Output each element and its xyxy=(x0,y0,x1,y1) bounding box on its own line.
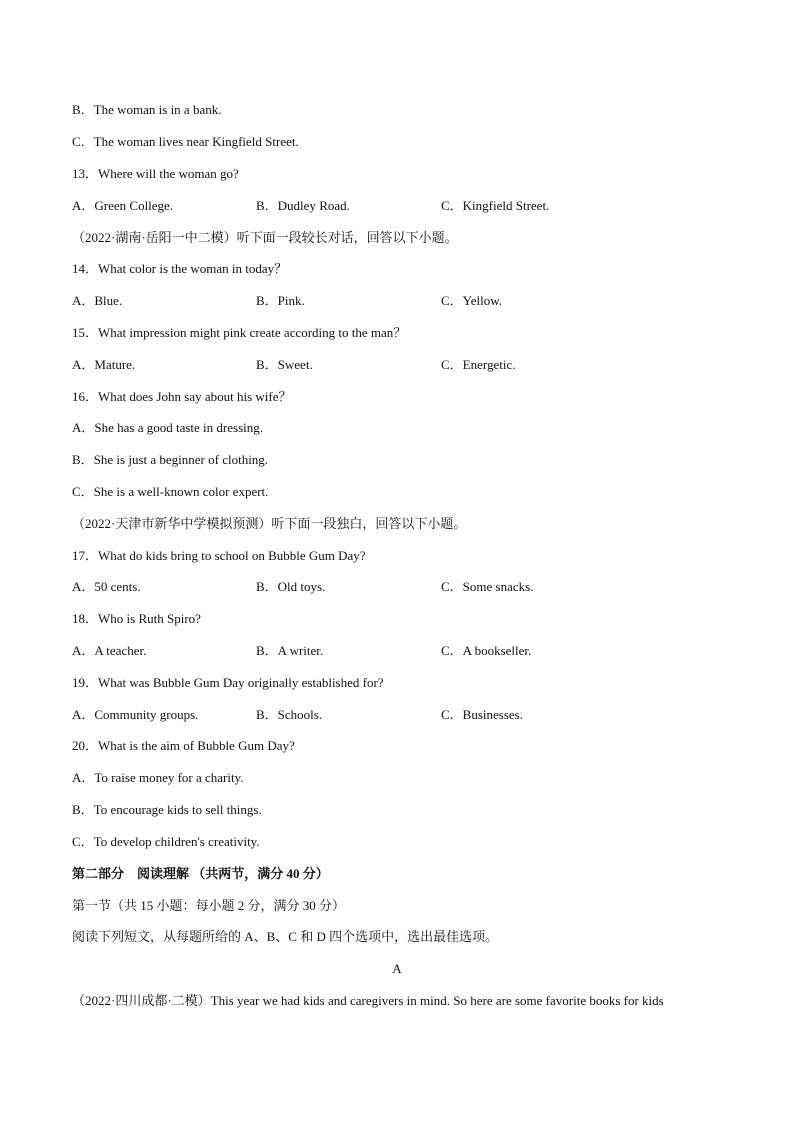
option-13b: B．Dudley Road. xyxy=(256,198,350,213)
question-20: 20．What is the aim of Bubble Gum Day? xyxy=(72,738,295,753)
option-17b: B．Old toys. xyxy=(256,579,326,594)
option-14b: B．Pink. xyxy=(256,293,305,308)
option-17a: A．50 cents. xyxy=(72,579,141,594)
option-15b: B．Sweet. xyxy=(256,357,313,372)
option-19c: C．Businesses. xyxy=(441,707,523,722)
option-16b: B．She is just a beginner of clothing. xyxy=(72,452,269,467)
option-18b: B．A writer. xyxy=(256,643,324,658)
reading-instructions: 阅读下列短文，从每题所给的 A、B、C 和 D 四个选项中，选出最佳选项。 xyxy=(72,929,499,944)
section-one-heading: 第一节（共 15 小题：每小题 2 分，满分 30 分） xyxy=(72,898,346,913)
question-13: 13．Where will the woman go? xyxy=(72,166,239,181)
passage-a-first-line: （2022·四川成都·二模）This year we had kids and caregivers in mind. So here are some favorite books for kids xyxy=(72,993,664,1008)
question-16: 16．What does John say about his wife？ xyxy=(72,389,292,404)
question-14: 14．What color is the woman in today？ xyxy=(72,261,288,276)
option-12c: C．The woman lives near Kingfield Street. xyxy=(72,134,299,149)
option-15a: A．Mature. xyxy=(72,357,136,372)
question-18: 18．Who is Ruth Spiro? xyxy=(72,611,201,626)
part-two-heading: 第二部分 阅读理解 （共两节，满分 40 分） xyxy=(72,866,329,881)
option-20b: B．To encourage kids to sell things. xyxy=(72,802,262,817)
option-14c: C．Yellow. xyxy=(441,293,503,308)
option-20a: A．To raise money for a charity. xyxy=(72,770,244,785)
option-12b: B．The woman is in a bank. xyxy=(72,102,222,117)
section-intro-tianjin: （2022·天津市新华中学模拟预测）听下面一段独白，回答以下小题。 xyxy=(72,516,467,531)
option-18c: C．A bookseller. xyxy=(441,643,532,658)
section-intro-hunan: （2022·湖南·岳阳一中二模）听下面一段较长对话，回答以下小题。 xyxy=(72,230,458,245)
option-15c: C．Energetic. xyxy=(441,357,516,372)
option-13c: C．Kingfield Street. xyxy=(441,198,550,213)
option-19b: B．Schools. xyxy=(256,707,323,722)
passage-label: A xyxy=(392,961,402,976)
question-17: 17．What do kids bring to school on Bubble Gum Day? xyxy=(72,548,366,563)
question-19: 19．What was Bubble Gum Day originally established for? xyxy=(72,675,384,690)
option-16c: C．She is a well-known color expert. xyxy=(72,484,269,499)
option-18a: A．A teacher. xyxy=(72,643,147,658)
question-15: 15．What impression might pink create according to the man？ xyxy=(72,325,407,340)
option-13a: A．Green College. xyxy=(72,198,174,213)
option-20c: C．To develop children's creativity. xyxy=(72,834,260,849)
option-16a: A．She has a good taste in dressing. xyxy=(72,420,264,435)
option-17c: C．Some snacks. xyxy=(441,579,534,594)
option-19a: A．Community groups. xyxy=(72,707,199,722)
option-14a: A．Blue. xyxy=(72,293,123,308)
